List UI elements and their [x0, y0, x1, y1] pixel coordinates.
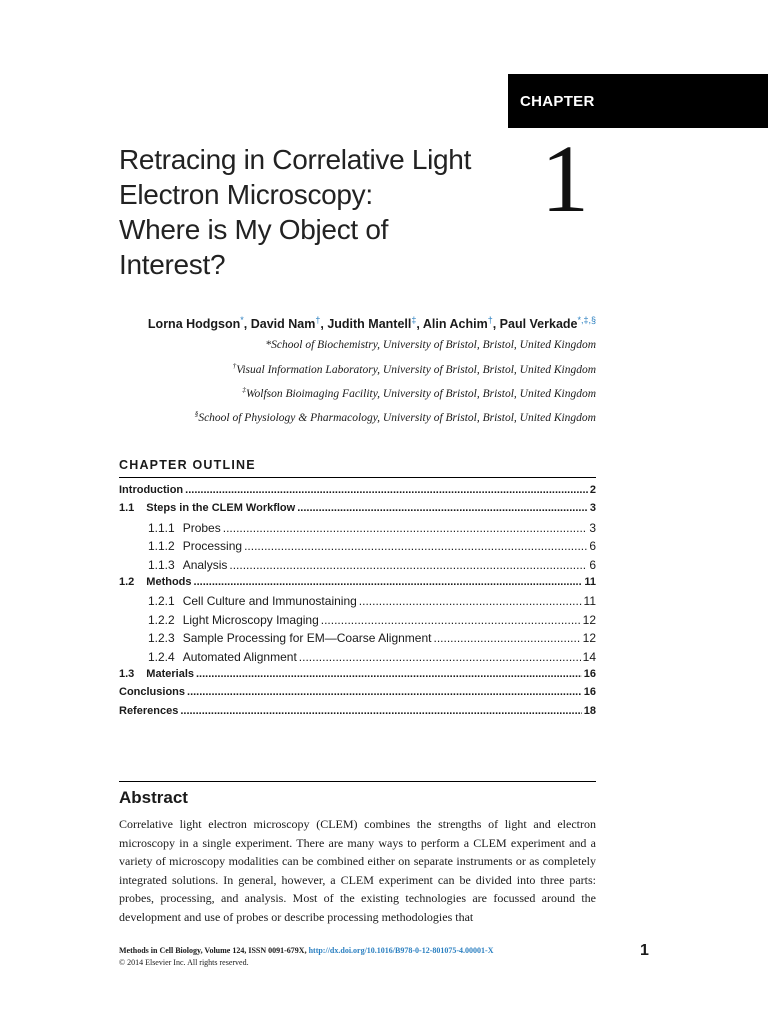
outline-entry-number: 1.1.1	[148, 520, 175, 535]
outline-entry-title: Processing	[182, 539, 243, 554]
author-name: Judith Mantell	[327, 317, 412, 332]
outline-entry[interactable]	[119, 539, 596, 557]
outline-entry[interactable]	[119, 594, 596, 612]
outline-entry-page: 2	[589, 484, 596, 496]
outline-entry-page: 16	[583, 667, 596, 680]
abstract-heading: Abstract	[119, 788, 188, 807]
page-footer	[119, 945, 493, 969]
outline-entry[interactable]	[119, 521, 596, 539]
title-line: Interest?	[119, 249, 226, 280]
author-affiliation-mark[interactable]: ‡	[411, 315, 417, 325]
affiliation-list	[195, 336, 596, 428]
outline-entry-title: Analysis	[182, 557, 228, 572]
outline-entry[interactable]	[119, 558, 596, 576]
outline-entry-page: 3	[589, 520, 596, 535]
copyright-notice: © 2014 Elsevier Inc. All rights reserved.	[119, 958, 249, 967]
outline-leader-dots	[223, 521, 588, 535]
chapter-label-banner	[508, 74, 768, 128]
outline-entry-number: 1.1.3	[148, 557, 175, 572]
outline-leader-dots	[359, 594, 582, 608]
abstract-text: Correlative light electron microscopy (CLEM) combines the strengths of light and electron microscopy in a single experiment. There are many ways to perform a CLEM experiment and a variety of microscopy modalities can be combined either on separate instruments or as completely integrated solutions. In general, however, a CLEM experiment can be divided into three parts: probes, processing, and analysis. Most of the existing technologies are focussed around the development and use of probes or describe processing methodologies that	[119, 817, 596, 924]
author-list: Lorna Hodgson*, David Nam†, Judith Mantell‡, Alin Achim†, Paul Verkade*,‡,§	[147, 315, 596, 332]
outline-leader-dots	[229, 558, 587, 572]
affiliation: ‡Wolfson Bioimaging Facility, University of Bristol, Bristol, United Kingdom	[242, 384, 596, 400]
outline-leader-dots	[185, 484, 588, 496]
affiliation: §School of Physiology & Pharmacology, University of Bristol, Bristol, United Kingdom	[194, 409, 596, 424]
outline-entry[interactable]	[119, 502, 596, 520]
outline-entry-page: 3	[589, 502, 596, 515]
outline-entry-page: 16	[583, 686, 596, 699]
outline-entry[interactable]	[119, 705, 596, 723]
outline-entry-page: 11	[584, 575, 596, 588]
outline-entry-page: 12	[582, 612, 596, 627]
outline-entry[interactable]	[119, 686, 596, 704]
outline-leader-dots	[194, 576, 583, 588]
title-line: Retracing in Correlative Light	[119, 144, 472, 175]
outline-leader-dots	[196, 668, 582, 680]
outline-entry[interactable]	[119, 668, 596, 686]
outline-top-rule	[119, 477, 596, 478]
title-line: Where is My Object of	[119, 214, 389, 245]
outline-entry-page: 11	[583, 594, 596, 609]
outline-entry-title: Cell Culture and Immunostaining	[182, 594, 357, 609]
author-affiliation-mark[interactable]: †	[315, 315, 321, 325]
outline-leader-dots	[180, 705, 581, 717]
author-affiliation-mark[interactable]: †	[487, 315, 493, 325]
page-number: 1	[640, 942, 649, 959]
chapter-number: 1	[541, 125, 589, 232]
outline-entry[interactable]	[119, 631, 596, 649]
outline-entry[interactable]	[119, 650, 596, 668]
outline-entry-title: Automated Alignment	[182, 649, 297, 664]
outline-entry-number: 1.2	[119, 575, 135, 588]
outline-leader-dots	[433, 631, 580, 645]
outline-entry-title: References	[119, 704, 179, 717]
outline-entry-number: 1.2.4	[148, 649, 175, 664]
doi-link[interactable]: http://dx.doi.org/10.1016/B978-0-12-801075-4.00001-X	[308, 946, 494, 955]
author-name: Lorna Hodgson	[147, 317, 241, 332]
outline-entry-number: 1.3	[119, 667, 135, 680]
outline-entry-page: 6	[589, 539, 596, 554]
outline-entry-number: 1.2.1	[148, 594, 175, 609]
chapter-label: CHAPTER	[520, 93, 595, 110]
outline-entry-page: 12	[582, 631, 596, 646]
outline-entry-page: 6	[589, 557, 596, 572]
outline-entry[interactable]	[119, 484, 596, 502]
outline-entry-number: 1.2.3	[148, 631, 175, 646]
outline-entry-page: 18	[583, 704, 596, 717]
chapter-outline	[119, 484, 596, 723]
author-affiliation-mark[interactable]: *,‡,§	[577, 315, 596, 325]
chapter-title	[119, 142, 519, 282]
affiliation: †Visual Information Laboratory, University of Bristol, Bristol, United Kingdom	[232, 360, 596, 376]
outline-entry-number: 1.2.2	[148, 612, 175, 627]
outline-entry-title: Light Microscopy Imaging	[182, 612, 319, 627]
outline-leader-dots	[299, 650, 581, 664]
outline-leader-dots	[321, 613, 581, 627]
outline-entry[interactable]	[119, 576, 596, 594]
outline-entry-number: 1.1	[119, 502, 135, 515]
journal-citation: Methods in Cell Biology, Volume 124, ISSN 0091-679X,	[119, 946, 307, 955]
affiliation: *School of Biochemistry, University of Bristol, Bristol, United Kingdom	[265, 339, 596, 351]
outline-leader-dots	[297, 502, 588, 514]
outline-entry[interactable]	[119, 613, 596, 631]
outline-entry-title: Probes	[182, 520, 221, 535]
title-line: Electron Microscopy:	[119, 179, 373, 210]
outline-entry-number: 1.1.2	[148, 539, 175, 554]
outline-entry-page: 14	[582, 649, 596, 664]
outline-entry-title: Conclusions	[119, 686, 186, 699]
outline-entry-title: Methods	[146, 575, 192, 588]
outline-heading: CHAPTER OUTLINE	[119, 458, 256, 472]
author-affiliation-mark[interactable]: *	[240, 315, 244, 325]
author-name: David Nam	[250, 317, 316, 332]
outline-entry-title: Sample Processing for EM—Coarse Alignment	[182, 631, 432, 646]
outline-entry-title: Steps in the CLEM Workflow	[146, 502, 296, 515]
outline-entry-title: Introduction	[119, 484, 184, 496]
outline-leader-dots	[187, 686, 582, 698]
author-name: Paul Verkade	[499, 317, 578, 332]
outline-entry-title: Materials	[146, 667, 194, 680]
outline-leader-dots	[244, 539, 587, 553]
author-name: Alin Achim	[422, 317, 488, 332]
abstract-top-rule	[119, 781, 596, 782]
